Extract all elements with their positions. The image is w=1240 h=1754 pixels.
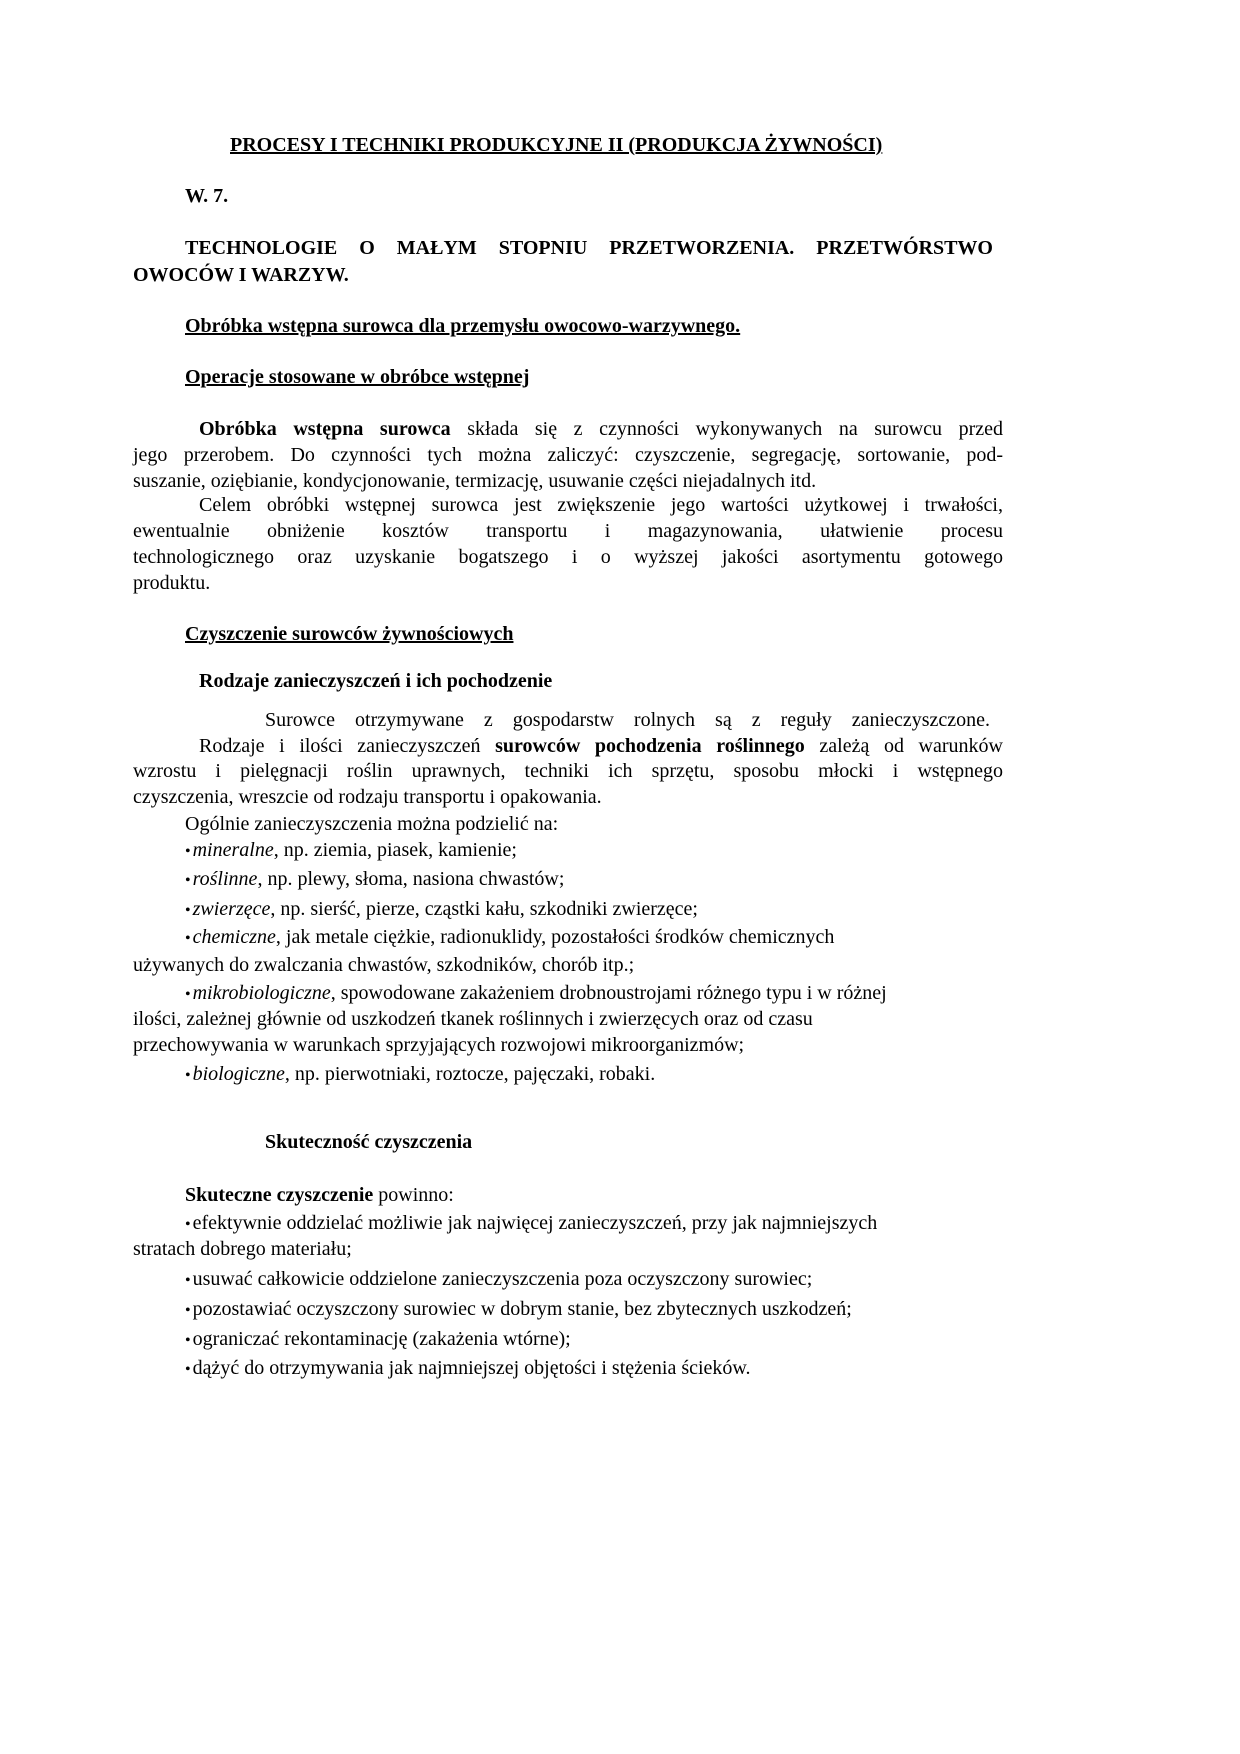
list-item bbox=[185, 1326, 571, 1354]
main-heading-cont bbox=[133, 262, 349, 288]
paragraph-line bbox=[133, 570, 210, 596]
paragraph-line bbox=[133, 544, 1003, 570]
text-segment: , np. pierwotniaki, roztocze, pajęczaki, robaki. bbox=[284, 1063, 656, 1085]
bullet-icon: • bbox=[185, 986, 191, 1003]
text-segment: ograniczać rekontaminację (zakażenia wtórne); bbox=[192, 1328, 571, 1350]
main-heading bbox=[185, 235, 993, 261]
text-segment: składa się z czynności wykonywanych na surowcu przed bbox=[450, 418, 1003, 440]
text-segment: zwierzęce bbox=[192, 898, 271, 920]
paragraph-line bbox=[133, 468, 816, 494]
text-segment: Celem obróbki wstępnej surowca jest zwiększenie jego wartości użytkowej i trwałości, bbox=[199, 494, 1003, 516]
text-segment: Czyszczenie surowców żywnościowych bbox=[185, 623, 514, 645]
bullet-icon: • bbox=[185, 1332, 191, 1349]
text-segment: mikrobiologiczne bbox=[192, 982, 331, 1004]
list-item bbox=[185, 1210, 877, 1238]
text-segment: biologiczne bbox=[192, 1063, 285, 1085]
text-segment: Rodzaje i ilości zanieczyszczeń bbox=[199, 735, 496, 757]
list-item-cont bbox=[133, 1032, 744, 1058]
text-segment: chemiczne bbox=[192, 926, 276, 948]
text-segment: suszanie, oziębianie, kondycjonowanie, termizację, usuwanie części niejadalnych itd. bbox=[133, 470, 817, 492]
bullet-icon: • bbox=[185, 1216, 191, 1233]
list-item-cont bbox=[133, 952, 634, 978]
text-segment: mineralne bbox=[192, 839, 274, 861]
text-segment: TECHNOLOGIE O MAŁYM STOPNIU PRZETWORZENIA. PRZETWÓRSTWO bbox=[185, 237, 993, 259]
paragraph-line bbox=[265, 707, 990, 733]
text-segment: roślinne bbox=[192, 868, 258, 890]
paragraph-line bbox=[199, 733, 1003, 759]
text-segment: surowców pochodzenia roślinnego bbox=[495, 735, 805, 757]
text-segment: W. 7. bbox=[185, 185, 229, 207]
text-segment: zależą od warunków bbox=[804, 735, 1003, 757]
paragraph-line bbox=[185, 1182, 454, 1208]
text-segment: Operacje stosowane w obróbce wstępnej bbox=[185, 366, 530, 388]
paragraph-line bbox=[133, 518, 1003, 544]
text-segment: , spowodowane zakażeniem drobnoustrojami różnego typu i w różnej bbox=[330, 982, 887, 1004]
text-segment: czyszczenia, wreszcie od rodzaju transportu i opakowania. bbox=[133, 786, 602, 808]
list-item bbox=[185, 1296, 852, 1324]
text-segment: , np. plewy, słoma, nasiona chwastów; bbox=[257, 868, 565, 890]
list-item bbox=[185, 1061, 655, 1089]
list-item bbox=[185, 896, 698, 924]
text-segment: Ogólnie zanieczyszczenia można podzielić na: bbox=[185, 813, 559, 835]
text-segment: technologicznego oraz uzyskanie bogatszego i o wyższej jakości asortymentu gotowego bbox=[133, 546, 1003, 568]
text-segment: powinno: bbox=[373, 1184, 454, 1206]
text-segment: wzrostu i pielęgnacji roślin uprawnych, techniki ich sprzętu, sposobu młocki i wstępnego bbox=[133, 760, 1003, 782]
bullet-icon: • bbox=[185, 902, 191, 919]
list-item bbox=[185, 980, 887, 1008]
list-item bbox=[185, 1355, 751, 1383]
bullet-icon: • bbox=[185, 1302, 191, 1319]
section-heading bbox=[185, 621, 513, 647]
text-segment: jego przerobem. Do czynności tych można zaliczyć: czyszczenie, segregację, sortowanie, pod- bbox=[133, 444, 1003, 466]
text-segment: produktu. bbox=[133, 572, 211, 594]
bullet-icon: • bbox=[185, 1067, 191, 1084]
bullet-icon: • bbox=[185, 843, 191, 860]
list-item-cont bbox=[133, 1236, 352, 1262]
text-segment: Obróbka wstępna surowca bbox=[199, 418, 451, 440]
section-heading bbox=[185, 313, 740, 339]
paragraph-line bbox=[185, 811, 558, 837]
list-item-cont bbox=[133, 1006, 813, 1032]
text-segment: stratach dobrego materiału; bbox=[133, 1238, 352, 1260]
subsection-heading bbox=[199, 668, 552, 694]
paragraph-line bbox=[133, 784, 602, 810]
text-segment: ewentualnie obniżenie kosztów transportu i magazynowania, ułatwienie procesu bbox=[133, 520, 1003, 542]
subsection-heading bbox=[265, 1129, 472, 1155]
list-item bbox=[185, 924, 834, 952]
text-segment: PROCESY I TECHNIKI PRODUKCYJNE II (PRODUKCJA ŻYWNOŚCI) bbox=[230, 134, 883, 156]
bullet-icon: • bbox=[185, 872, 191, 889]
text-segment: Skuteczne czyszczenie bbox=[185, 1184, 374, 1206]
paragraph-line bbox=[133, 758, 1003, 784]
text-segment: dążyć do otrzymywania jak najmniejszej objętości i stężenia ścieków. bbox=[192, 1357, 751, 1379]
text-segment: Rodzaje zanieczyszczeń i ich pochodzenie bbox=[199, 670, 553, 692]
text-segment: Surowce otrzymywane z gospodarstw rolnych są z reguły zanieczyszczone. bbox=[265, 709, 990, 731]
text-segment: używanych do zwalczania chwastów, szkodników, chorób itp.; bbox=[133, 954, 635, 976]
text-segment: pozostawiać oczyszczony surowiec w dobrym stanie, bez zbytecznych uszkodzeń; bbox=[192, 1298, 852, 1320]
bullet-icon: • bbox=[185, 1361, 191, 1378]
subsection-heading bbox=[185, 364, 529, 390]
paragraph-line bbox=[133, 442, 1003, 468]
document-title bbox=[230, 132, 882, 158]
list-item bbox=[185, 866, 564, 894]
paragraph-line bbox=[199, 492, 1003, 518]
text-segment: przechowywania w warunkach sprzyjających rozwojowi mikroorganizmów; bbox=[133, 1034, 745, 1056]
text-segment: OWOCÓW I WARZYW. bbox=[133, 264, 349, 286]
text-segment: usuwać całkowicie oddzielone zanieczyszczenia poza oczyszczony surowiec; bbox=[192, 1268, 813, 1290]
bullet-icon: • bbox=[185, 930, 191, 947]
text-segment: , np. ziemia, piasek, kamienie; bbox=[273, 839, 517, 861]
text-segment: ilości, zależnej głównie od uszkodzeń tkanek roślinnych i zwierzęcych oraz od czasu bbox=[133, 1008, 813, 1030]
list-item bbox=[185, 1266, 812, 1294]
text-segment: , jak metale ciężkie, radionuklidy, pozostałości środków chemicznych bbox=[275, 926, 835, 948]
text-segment: Obróbka wstępna surowca dla przemysłu owocowo-warzywnego. bbox=[185, 315, 741, 337]
bullet-icon: • bbox=[185, 1272, 191, 1289]
text-segment: efektywnie oddzielać możliwie jak najwięcej zanieczyszczeń, przy jak najmniejszych bbox=[192, 1212, 878, 1234]
text-segment: , np. sierść, pierze, cząstki kału, szkodniki zwierzęce; bbox=[270, 898, 698, 920]
list-item bbox=[185, 837, 517, 865]
paragraph-line bbox=[199, 416, 1003, 442]
lecture-number bbox=[185, 183, 228, 209]
text-segment: Skuteczność czyszczenia bbox=[265, 1131, 473, 1153]
